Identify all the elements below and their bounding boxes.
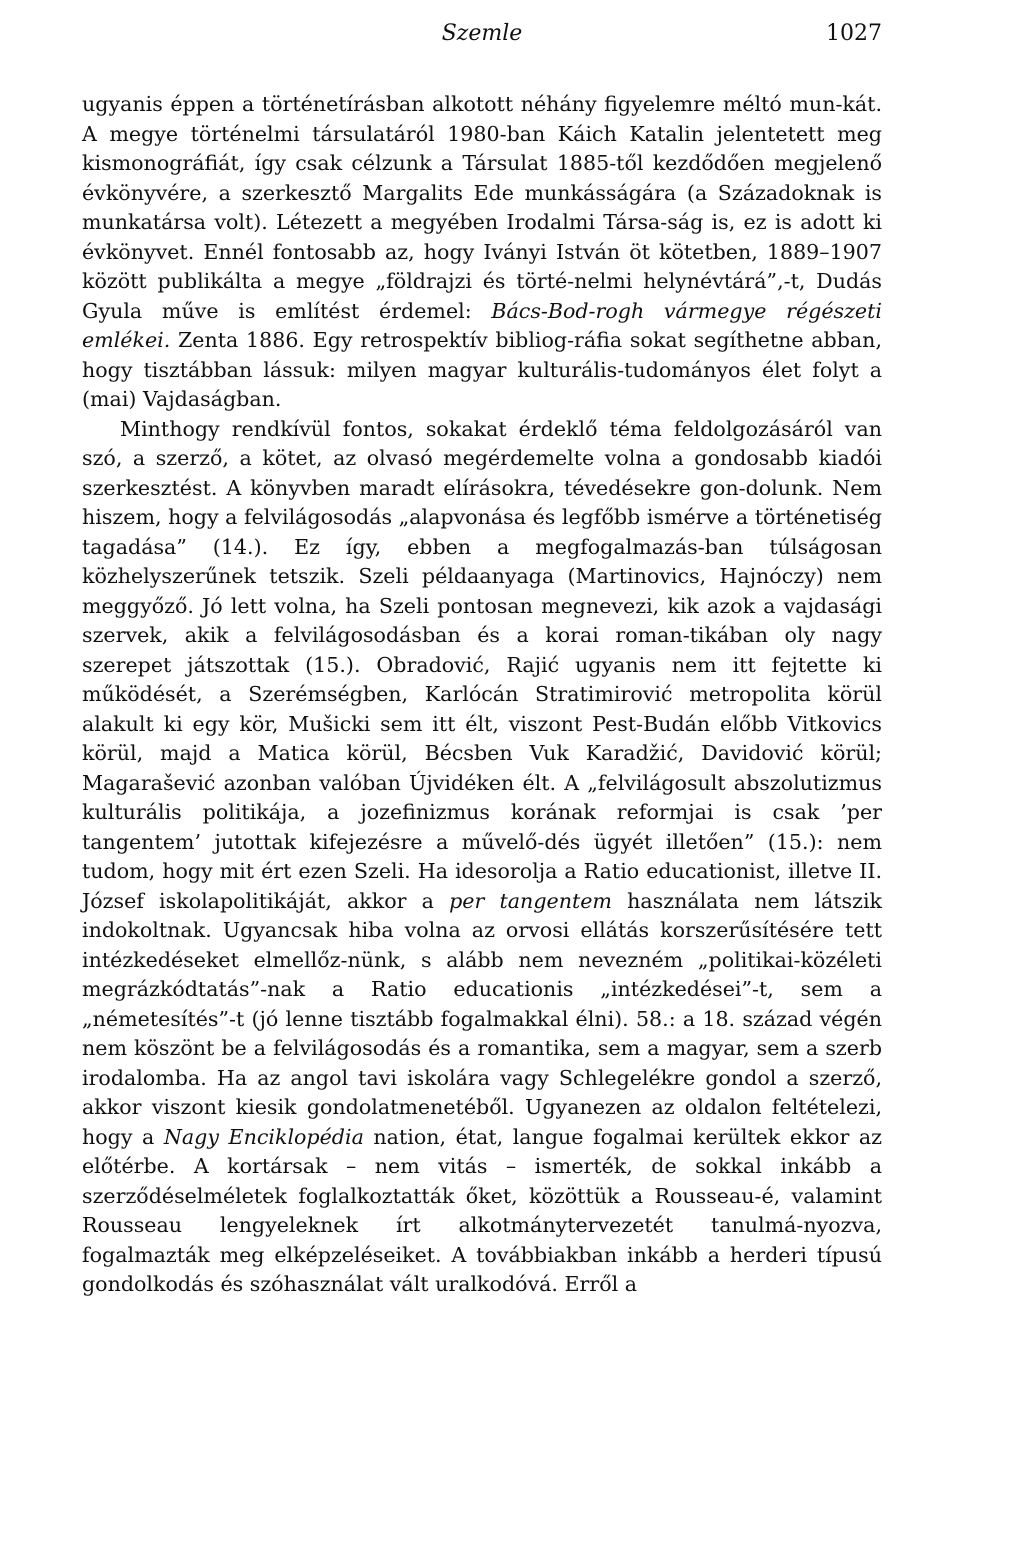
paragraph-2 — [82, 415, 882, 1300]
paragraph-1-italic-title: Bács-Bod-rogh vármegye régészeti emlékei. — [82, 298, 882, 352]
paragraph-2-text-c: nation, état, langue fogalmai kerültek ekkor az előtérbe. A kortársak – nem vitás – ismerték, de sokkal inkább a szerződéselméletek foglalkoztatták őket, közöttük a Rousseau-é, valamint Rousseau lengyeleknek írt alkotmánytervezetét tanulmá-nyozva, fogalmazták meg elképzeléseiket. A továbbiakban inkább a herderi típusú gondolkodás és szóhasználat vált uralkodóvá. Erről a — [82, 1124, 882, 1296]
running-head — [82, 18, 882, 50]
paragraph-2-italic-nagy-enciklopedia: Nagy Enciklopédia — [163, 1124, 364, 1149]
running-title: Szemle — [441, 21, 523, 46]
paragraph-1 — [82, 90, 882, 415]
paragraph-1-text-a: ugyanis éppen a történetírásban alkotott néhány figyelemre méltó mun-kát. A megye történelmi társulatáról 1980-ban Káich Katalin jelentetett meg kismonográfiát, így csak célzunk a Társulat 1885-től kezdődően megjelenő évkönyvére, a szerkesztő Margalits Ede munkásságára (a Századoknak is munkatársa volt). Létezett a megyében Irodalmi Társa-ság is, ez is adott ki évkönyvet. Ennél fontosabb az, hogy Iványi István öt kötetben, 1889–1907 között publikálta a megye „földrajzi és törté-nelmi helynévtárá”,-t, Dudás Gyula műve is említést érdemel: — [82, 92, 882, 323]
document-page — [82, 0, 882, 1565]
body-text — [82, 90, 882, 1300]
paragraph-2-text-a: Minthogy rendkívül fontos, sokakat érdeklő téma feldolgozásáról van szó, a szerző, a kötet, az olvasó megérdemelte volna a gondosabb kiadói szerkesztést. A könyvben maradt elírásokra, tévedésekre gon-dolunk. Nem hiszem, hogy a felvilágosodás „alapvonása és legfőbb ismérve a történetiség tagadása” (14.). Ez így, ebben a megfogalmazás-ban túlságosan közhelyszerűnek tetszik. Szeli példaanyaga (Martinovics, Hajnóczy) nem meggyőző. Jó lett volna, ha Szeli pontosan megnevezi, kik azok a vajdasági szervek, akik a felvilágosodásban és a korai roman-tikában oly nagy szerepet játszottak (15.). Obradović, Rajić ugyanis nem itt fejtette ki működését, a Szerémségben, Karlócán Stratimirović metropolita körül alakult ki egy kör, Mušicki sem itt élt, viszont Pest-Budán előbb Vitkovics körül, majd a Matica körül, Bécsben Vuk Karadžić, Davidović körül; Magarašević azonban valóban Újvidéken élt. A „felvilágosult abszolutizmus kulturális politikája, a jozefinizmus korának reformjai is csak ’per tangentem’ jutottak kifejezésre a művelő-dés ügyét illetően” (15.): nem tudom, hogy mit ért ezen Szeli. Ha idesorolja a Ratio educationist, illetve II. József iskolapolitikáját, akkor a — [82, 416, 882, 913]
paragraph-2-text-b: használata nem látszik indokoltnak. Ugyancsak hiba volna az orvosi ellátás korszerűsítésére tett intézkedéseket elmellőz-nünk, s alább nem nevezném „politikai-közéleti megrázkódtatás”-nak a Ratio educationis „intézkedései”-t, sem a „németesítés”-t (jó lenne tisztább fogalmakkal élni). 58.: a 18. század végén nem köszönt be a felvilágosodás és a romantika, sem a magyar, sem a szerb irodalomba. Ha az angol tavi iskolára vagy Schlegelékre gondol a szerző, akkor viszont kiesik gondolatmenetéből. Ugyanezen az oldalon feltételezi, hogy a — [82, 888, 883, 1149]
paragraph-1-text-b: Zenta 1886. Egy retrospektív bibliog-ráfia sokat segíthetne abban, hogy tisztábban lássuk: milyen magyar kulturális-tudományos élet folyt a (mai) Vajdaságban. — [82, 328, 882, 411]
page-number: 1027 — [826, 21, 882, 46]
paragraph-2-italic-per-tangentem: per tangentem — [449, 888, 612, 913]
